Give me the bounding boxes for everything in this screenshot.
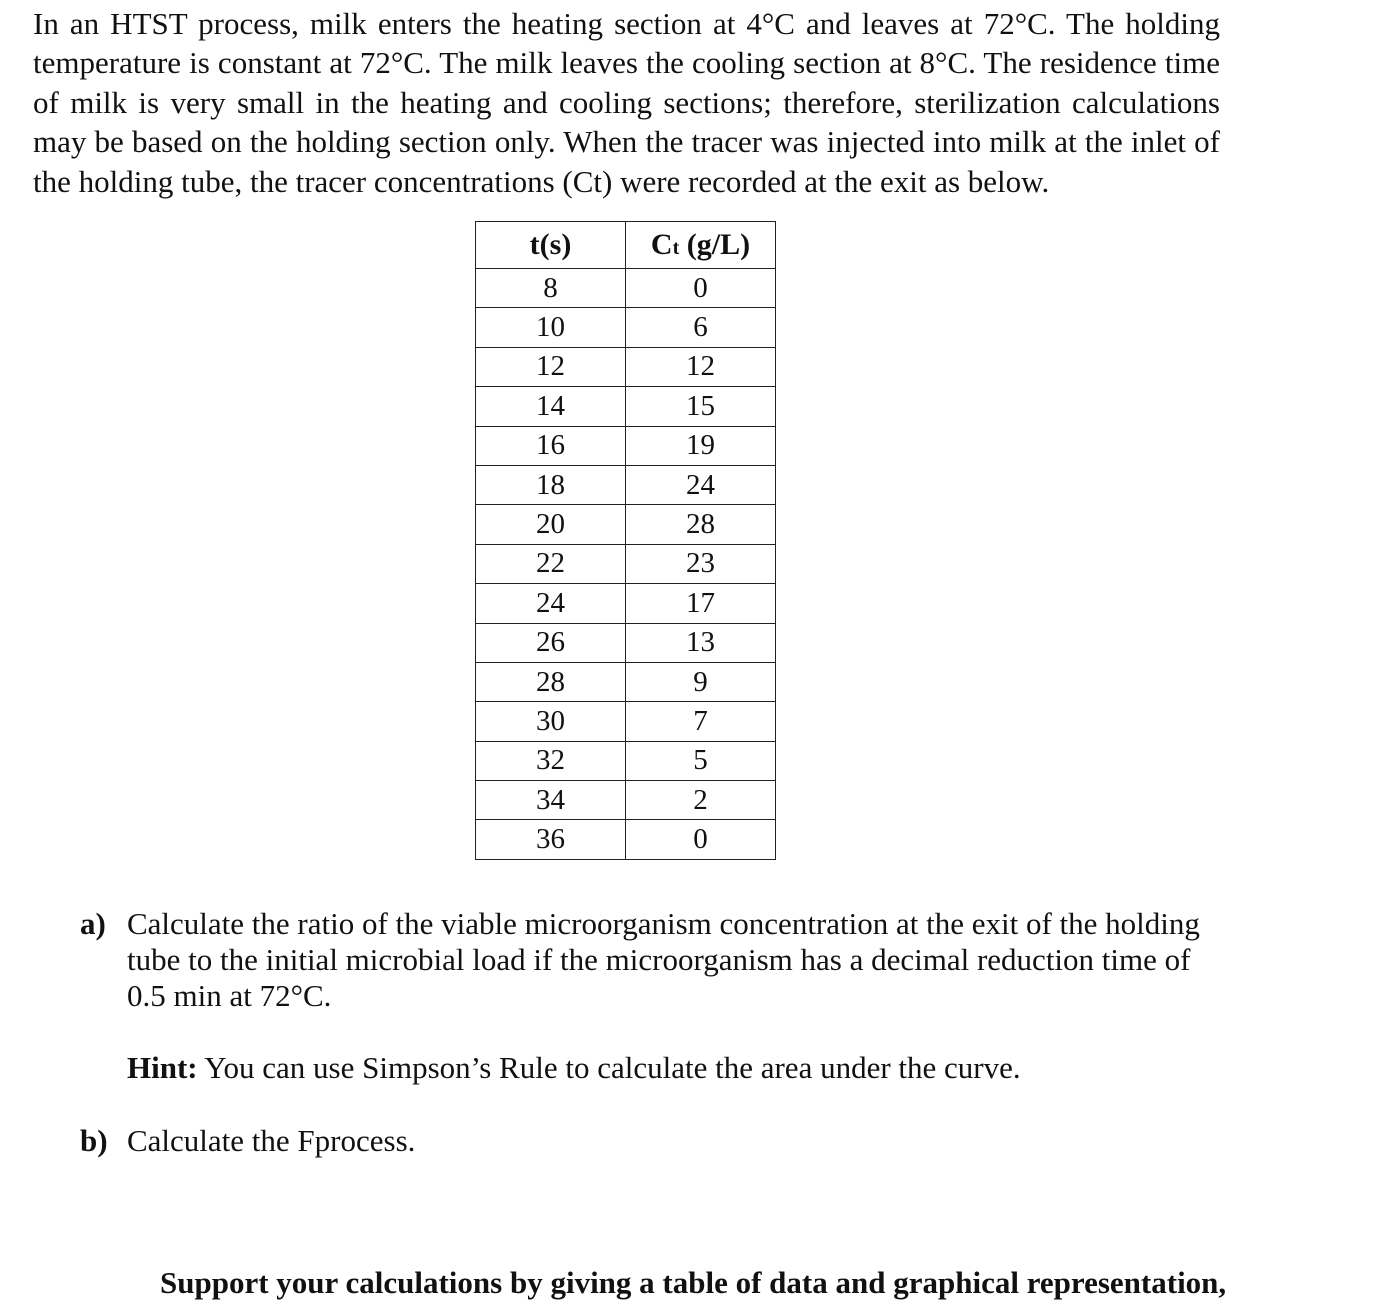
concentration-cell: 0	[626, 269, 776, 308]
concentration-cell: 24	[626, 465, 776, 504]
table-row	[476, 269, 776, 308]
table-row	[476, 741, 776, 780]
time-cell: 10	[476, 308, 626, 347]
time-cell: 28	[476, 662, 626, 701]
hint	[127, 1050, 1021, 1086]
concentration-cell: 28	[626, 505, 776, 544]
table-row	[476, 544, 776, 583]
table-row	[476, 623, 776, 662]
question-a-label: a)	[80, 906, 106, 941]
hint-text: You can use Simpson’s Rule to calculate the area under the curve.	[197, 1050, 1021, 1085]
concentration-cell: 0	[626, 820, 776, 859]
table-row	[476, 426, 776, 465]
table-row	[476, 347, 776, 386]
table-header-row	[476, 222, 776, 269]
concentration-cell: 5	[626, 741, 776, 780]
concentration-cell: 12	[626, 347, 776, 386]
table-row	[476, 662, 776, 701]
table-row	[476, 820, 776, 859]
table-row	[476, 702, 776, 741]
question-b	[80, 1123, 1220, 1159]
question-b-text: Calculate the Fprocess.	[127, 1123, 416, 1158]
question-a	[80, 906, 1220, 1014]
question-b-label: b)	[80, 1123, 108, 1158]
time-cell: 20	[476, 505, 626, 544]
hint-label: Hint:	[127, 1050, 198, 1085]
table-row	[476, 505, 776, 544]
table-row	[476, 387, 776, 426]
problem-statement: In an HTST process, milk enters the heating section at 4°C and leaves at 72°C. The holding temperature is constant at 72°C. The milk leaves the cooling section at 8°C. The residence time of milk is very small in the heating and cooling sections; therefore, sterilization calculations may be based on the holding section only. When the tracer was injected into milk at the inlet of the holding tube, the tracer concentrations (Ct) were recorded at the exit as below.	[33, 6, 1220, 199]
time-cell: 32	[476, 741, 626, 780]
table-row	[476, 465, 776, 504]
time-cell: 18	[476, 465, 626, 504]
concentration-cell: 6	[626, 308, 776, 347]
concentration-cell: 23	[626, 544, 776, 583]
time-cell: 22	[476, 544, 626, 583]
concentration-cell: 9	[626, 662, 776, 701]
concentration-column-header: Ct (g/L)	[626, 222, 776, 269]
concentration-cell: 2	[626, 781, 776, 820]
time-cell: 36	[476, 820, 626, 859]
support-instruction: Support your calculations by giving a table of data and graphical representation,	[160, 1265, 1227, 1300]
table-row	[476, 584, 776, 623]
concentration-cell: 17	[626, 584, 776, 623]
time-cell: 30	[476, 702, 626, 741]
time-cell: 14	[476, 387, 626, 426]
time-cell: 26	[476, 623, 626, 662]
table-row	[476, 308, 776, 347]
tracer-data-table	[475, 221, 776, 860]
concentration-cell: 13	[626, 623, 776, 662]
time-cell: 12	[476, 347, 626, 386]
concentration-cell: 7	[626, 702, 776, 741]
time-cell: 16	[476, 426, 626, 465]
time-column-header: t(s)	[476, 222, 626, 269]
table-row	[476, 781, 776, 820]
time-cell: 34	[476, 781, 626, 820]
table-body	[476, 269, 776, 860]
time-cell: 24	[476, 584, 626, 623]
concentration-cell: 19	[626, 426, 776, 465]
time-cell: 8	[476, 269, 626, 308]
question-a-text: Calculate the ratio of the viable microorganism concentration at the exit of the holding tube to the initial microbial load if the microorganism has a decimal reduction time of 0.5 min at 72°C.	[127, 906, 1200, 1013]
concentration-cell: 15	[626, 387, 776, 426]
